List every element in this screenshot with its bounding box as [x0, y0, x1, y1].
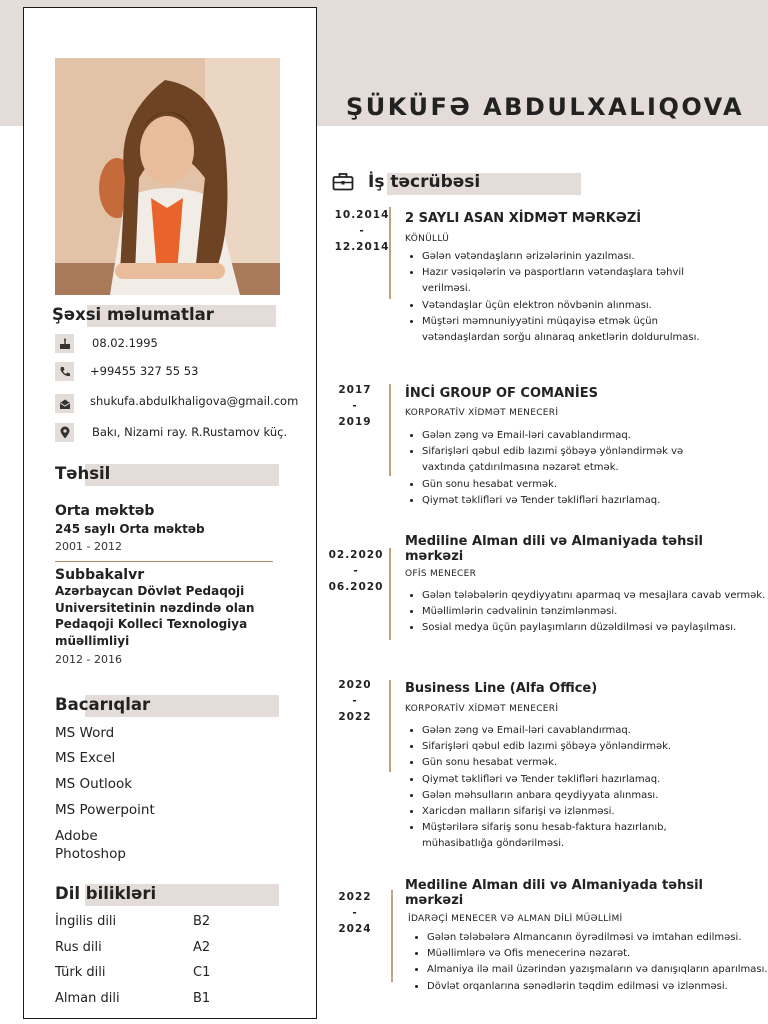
skills-heading: Bacarıqlar [55, 695, 151, 714]
birthdate: 08.02.1995 [92, 336, 158, 350]
duty-item: • Sifarişləri qəbul edib lazımi şöbəyə yönləndirmək və vaxtında çatdırılmasına nəzarət etmək. [422, 444, 727, 476]
duty-item: • Gələn zəng və Email-ləri cavablandırmaq. [422, 723, 722, 739]
education-divider [55, 561, 273, 562]
job-start-date: 10.2014 [334, 209, 390, 221]
duty-item: • Gələn tələbələrə Almancanın öyrədilməsi və imtahan edilməsi. [427, 930, 768, 946]
job-role: OFİS MENECER [405, 569, 477, 579]
job-role: KÖNÜLLÜ [405, 234, 450, 244]
timeline-line [389, 207, 391, 299]
date-separator: - [353, 565, 359, 577]
language-name: Türk dili [55, 965, 106, 980]
job-end-date: 06.2020 [328, 581, 384, 593]
duty-item: • Gələn zəng və Email-ləri cavablandırmaq. [422, 428, 727, 444]
language-level: B2 [193, 914, 211, 929]
job-end-date: 2024 [338, 923, 372, 935]
duty-item: • Gələn tələbələrin qeydiyyatını aparmaq və mesajlara cavab vermək. [422, 588, 767, 604]
duty-item: • Gün sonu hesabat vermək. [422, 755, 722, 771]
language-level: B1 [193, 991, 211, 1006]
skill-item: MS Excel [55, 750, 116, 766]
email-link[interactable]: shukufa.abdulkhaligova@gmail.com [90, 394, 299, 408]
job-end-date: 2022 [338, 711, 372, 723]
timeline-line [389, 548, 391, 640]
duty-item: • Xaricdən malların sifarişi və izlənməsi. [422, 804, 722, 820]
duty-item: • Müştəri məmnuniyyətini müqayisə etmək üçün vətəndaşlardan sorğu alınaraq anketlərin doldurulması. [422, 314, 727, 346]
job-duties [405, 249, 727, 346]
language-name: Rus dili [55, 940, 102, 955]
job-start-date: 2022 [338, 891, 372, 903]
duty-item: • Gün sonu hesabat vermək. [422, 477, 727, 493]
languages-heading: Dil bilikləri [55, 884, 157, 903]
job-start-date: 2017 [338, 384, 372, 396]
job-duties [405, 428, 727, 509]
duty-item: • Müştərilərə sifariş sonu hesab-faktura hazırlanıb, mühasibatlığa göndərilməsi. [422, 820, 722, 852]
job-duties [410, 930, 768, 995]
duty-item: • Gələn vətəndaşların ərizələrinin yazılması. [422, 249, 727, 265]
mail-icon [55, 394, 74, 413]
language-level: C1 [193, 965, 211, 980]
cake-icon [55, 334, 74, 353]
education-heading: Təhsil [55, 464, 111, 483]
language-name: Alman dili [55, 991, 120, 1006]
job-company: 2 SAYLI ASAN XİDMƏT MƏRKƏZİ [405, 211, 642, 226]
date-separator: - [352, 400, 358, 412]
duty-item: • Dövlət orqanlarına sənədlərin təqdim edilməsi və izlənməsi. [427, 979, 768, 995]
job-company: Business Line (Alfa Office) [405, 681, 598, 696]
location-pin-icon [55, 423, 74, 442]
job-end-date: 12.2014 [334, 241, 390, 253]
duty-item: • Qiymət təklifləri və Tender təklifləri hazırlamaq. [422, 772, 722, 788]
skill-item: MS Word [55, 725, 115, 741]
duty-item: • Sifarişləri qəbul edib lazımi şöbəyə yönləndirmək. [422, 739, 722, 755]
briefcase-icon [332, 172, 354, 191]
timeline-line [391, 890, 393, 982]
education-years: 2001 - 2012 [55, 540, 122, 553]
education-years: 2012 - 2016 [55, 653, 122, 666]
job-duties [405, 588, 767, 637]
address: Bakı, Nizami ray. R.Rustamov küç. [92, 425, 288, 439]
education-level: Subbakalvr [55, 567, 145, 583]
job-role: KORPORATİV XİDMƏT MENECERİ [405, 408, 559, 418]
job-duties [405, 723, 722, 853]
duty-item: • Müəllimlərə və Ofis menecerinə nəzarət. [427, 946, 768, 962]
duty-item: • Almaniya ilə mail üzərindən yazışmaların və danışıqların aparılması. [427, 962, 768, 978]
duty-item: • Müəllimlərin cədvəlinin tənzimlənməsi. [422, 604, 767, 620]
date-separator: - [359, 225, 365, 237]
phone-icon [55, 362, 74, 381]
job-role: KORPORATİV XİDMƏT MENECERİ [405, 704, 559, 714]
education-school: Azərbaycan Dövlət Pedaqoji Universitetinin nəzdində olan Pedaqoji Kolleci Texnologiya müəllimliyi [55, 584, 255, 648]
job-company: Mediline Alman dili və Almaniyada təhsil mərkəzi [405, 534, 703, 564]
job-start-date: 2020 [338, 679, 372, 691]
skill-item: Adobe Photoshop [55, 828, 126, 862]
candidate-name: ŞÜKÜFƏ ABDULXALIQOVA [346, 93, 745, 121]
language-level: A2 [193, 940, 211, 955]
duty-item: • Hazır vəsiqələrin və pasportların vətəndaşlara təhvil verilməsi. [422, 265, 727, 297]
personal-info-heading: Şəxsi məlumatlar [52, 305, 214, 324]
phone-number[interactable]: +99455 327 55 53 [90, 364, 199, 378]
education-school: 245 saylı Orta məktəb [55, 522, 205, 536]
duty-item: • Vətəndaşlar üçün elektron növbənin alınması. [422, 298, 727, 314]
language-name: İngilis dili [55, 914, 117, 929]
experience-heading: İş təcrübəsi [368, 172, 481, 192]
job-end-date: 2019 [338, 416, 372, 428]
job-company: İNCİ GROUP OF COMANİES [405, 386, 598, 401]
section-bar [85, 464, 279, 486]
education-level: Orta məktəb [55, 503, 155, 519]
job-company: Mediline Alman dili və Almaniyada təhsil mərkəzi [405, 878, 703, 908]
duty-item: • Sosial medya üçün paylaşımların düzəldilməsi və paylaşılması. [422, 620, 767, 636]
duty-item: • Qiymət təklifləri və Tender təklifləri hazırlamaq. [422, 493, 727, 509]
skill-item: MS Powerpoint [55, 802, 155, 818]
job-start-date: 02.2020 [328, 549, 384, 561]
profile-photo [55, 58, 280, 295]
date-separator: - [352, 695, 358, 707]
date-separator: - [352, 907, 358, 919]
job-role: İDARƏÇİ MENECER VƏ ALMAN DİLİ MÜƏLLİMİ [408, 914, 623, 924]
duty-item: • Gələn məhsulların anbara qeydiyyata alınması. [422, 788, 722, 804]
skill-item: MS Outlook [55, 776, 133, 792]
timeline-line [389, 680, 391, 772]
timeline-line [389, 384, 391, 476]
